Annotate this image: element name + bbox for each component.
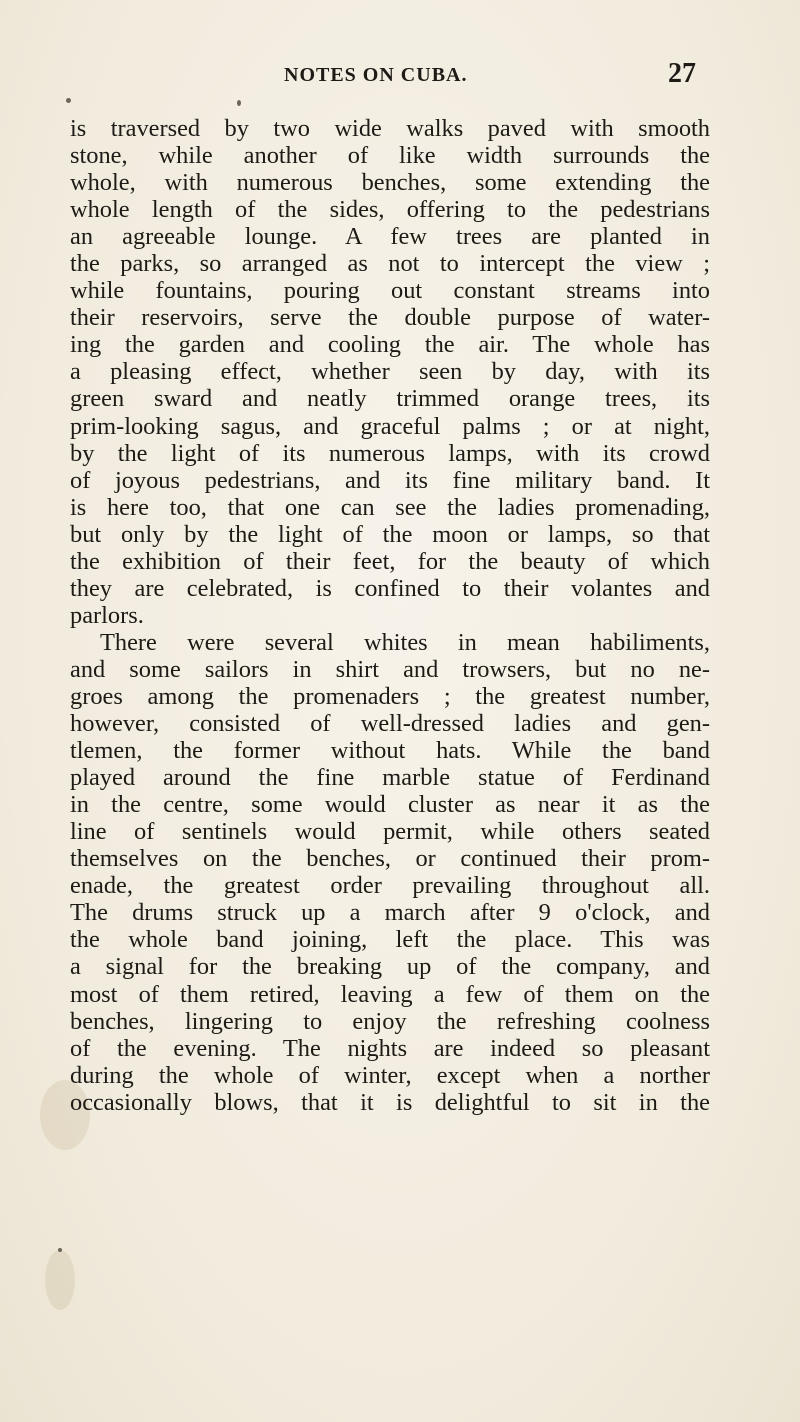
text-line: is here too, that one can see the ladies promenading,	[70, 493, 710, 521]
text-line: whole length of the sides, offering to the pedestrians	[70, 196, 710, 224]
text-line: groes among the promenaders ; the greatest number,	[70, 682, 710, 710]
text-line: during the whole of winter, except when a norther	[70, 1061, 710, 1089]
text-line: played around the fine marble statue of Ferdinand	[70, 764, 710, 792]
paragraph-first-line: There were several whites in mean habiliments,	[100, 628, 710, 656]
text-line: their reservoirs, serve the double purpose of water-	[70, 304, 710, 332]
page-number: 27	[668, 58, 696, 89]
text-line: ing the garden and cooling the air. The whole has	[70, 331, 710, 359]
text-line: in the centre, some would cluster as near it as the	[70, 791, 710, 819]
text-line: line of sentinels would permit, while others seated	[70, 818, 710, 846]
text-line: occasionally blows, that it is delightful to sit in the	[70, 1088, 710, 1116]
text-line: a signal for the breaking up of the company, and	[70, 953, 710, 981]
text-line: prim-looking sagus, and graceful palms ; or at night,	[70, 412, 710, 440]
text-line: of joyous pedestrians, and its fine military band. It	[70, 466, 710, 494]
paragraph-end-line: parlors.	[70, 601, 144, 629]
text-line: green sward and neatly trimmed orange trees, its	[70, 385, 710, 413]
ink-speck	[66, 98, 71, 103]
text-line: is traversed by two wide walks paved with smooth	[70, 115, 710, 142]
text-line: they are celebrated, is confined to their volantes and	[70, 574, 710, 602]
text-line: and some sailors in shirt and trowsers, but no ne-	[70, 655, 710, 683]
text-line: an agreeable lounge. A few trees are planted in	[70, 223, 710, 251]
text-line: benches, lingering to enjoy the refreshing coolness	[70, 1007, 710, 1035]
body-text	[70, 115, 710, 1116]
ink-speck	[58, 1248, 62, 1252]
text-line: however, consisted of well-dressed ladies and gen-	[70, 710, 710, 738]
text-line: a pleasing effect, whether seen by day, with its	[70, 358, 710, 386]
text-line: while fountains, pouring out constant streams into	[70, 277, 710, 305]
text-line: the exhibition of their feet, for the beauty of which	[70, 547, 710, 575]
text-line: by the light of its numerous lamps, with its crowd	[70, 439, 710, 467]
ink-speck	[237, 100, 241, 106]
text-line: most of them retired, leaving a few of them on the	[70, 980, 710, 1008]
text-line: whole, with numerous benches, some extending the	[70, 169, 710, 197]
text-line: the whole band joining, left the place. This was	[70, 926, 710, 954]
text-line: themselves on the benches, or continued their prom-	[70, 845, 710, 873]
paper-stain	[45, 1250, 75, 1310]
text-line: of the evening. The nights are indeed so pleasant	[70, 1034, 710, 1062]
text-line: stone, while another of like width surrounds the	[70, 142, 710, 170]
text-line: the parks, so arranged as not to intercept the view ;	[70, 250, 710, 278]
running-head	[0, 58, 800, 98]
running-head-title: NOTES ON CUBA.	[284, 64, 468, 86]
text-line: but only by the light of the moon or lamps, so that	[70, 520, 710, 548]
text-line: The drums struck up a march after 9 o'clock, and	[70, 899, 710, 927]
text-line: tlemen, the former without hats. While the band	[70, 737, 710, 765]
text-line: enade, the greatest order prevailing throughout all.	[70, 872, 710, 900]
